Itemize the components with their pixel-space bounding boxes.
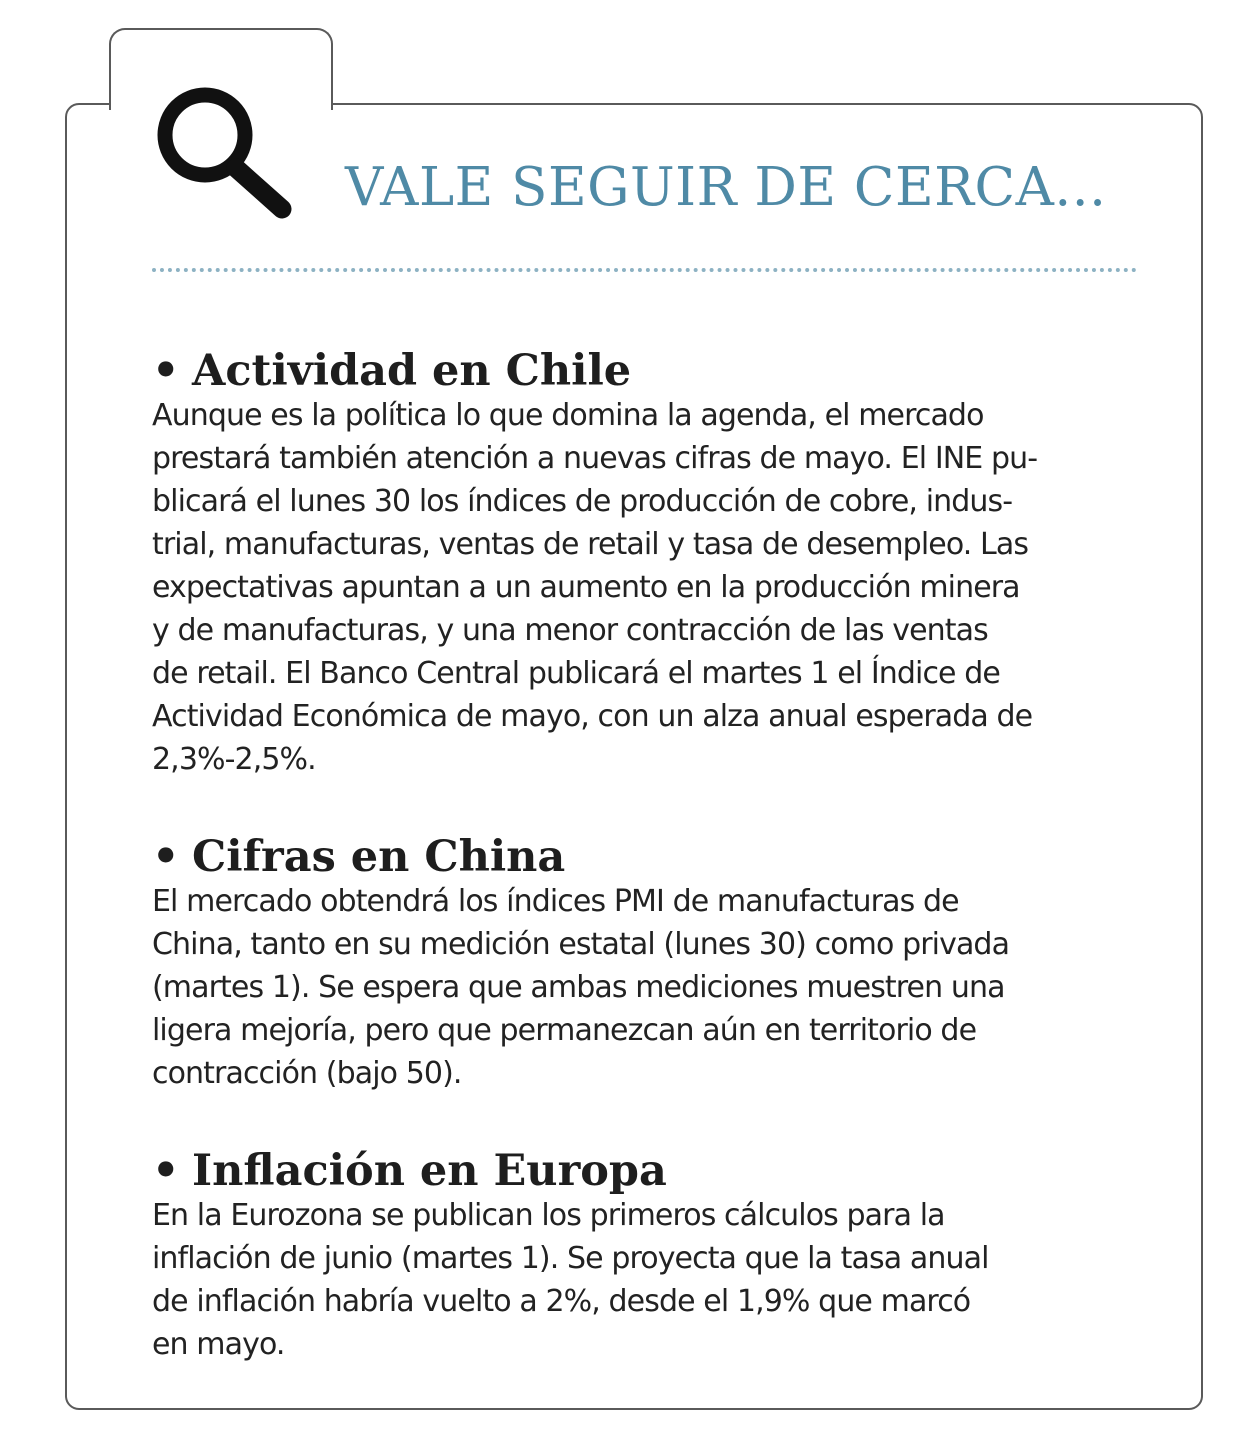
section-body [152,394,1127,781]
body-line: El mercado obtendrá los índices PMI de manufacturas de [152,884,959,919]
body-line: en mayo. [152,1327,285,1362]
body-line: China, tanto en su medición estatal (lunes 30) como privada [152,927,1010,962]
section-title-text: Cifras en China [192,832,566,882]
section-title-text: Inflación en Europa [192,1146,667,1196]
dotted-divider [152,268,1137,272]
body-line: ligera mejoría, pero que permanezcan aún en territorio de [152,1013,977,1048]
body-line: expectativas apuntan a un aumento en la producción minera [152,570,1020,605]
section-cifras-china [152,834,1127,1095]
body-line: Aunque es la política lo que domina la agenda, el mercado [152,398,984,433]
body-line: prestará también atención a nuevas cifras de mayo. El INE pu- [152,441,1038,476]
body-line: inflación de junio (martes 1). Se proyecta que la tasa anual [152,1241,989,1276]
section-body [152,880,1127,1095]
body-line: En la Eurozona se publican los primeros cálculos para la [152,1198,945,1233]
body-line: contracción (bajo 50). [152,1056,462,1091]
bullet: • [152,1146,180,1196]
body-line: trial, manufacturas, ventas de retail y tasa de desempleo. Las [152,527,1029,562]
section-title [152,834,1127,880]
bullet: • [152,832,180,882]
section-actividad-chile [152,348,1127,781]
section-body [152,1194,1127,1366]
section-inflacion-europa [152,1148,1127,1366]
bullet: • [152,346,180,396]
body-line: y de manufacturas, y una menor contracción de las ventas [152,613,988,648]
section-title [152,1148,1127,1194]
section-title [152,348,1127,394]
section-title-text: Actividad en Chile [192,346,632,396]
body-line: Actividad Económica de mayo, con un alza anual esperada de [152,699,1033,734]
body-line: de inflación habría vuelto a 2%, desde el 1,9% que marcó [152,1284,971,1319]
body-line: de retail. El Banco Central publicará el martes 1 el Índice de [152,656,1000,691]
body-line: (martes 1). Se espera que ambas mediciones muestren una [152,970,1005,1005]
search-icon [150,80,300,220]
page-title: VALE SEGUIR DE CERCA... [345,157,1107,218]
body-line: 2,3%-2,5%. [152,742,316,777]
body-line: blicará el lunes 30 los índices de producción de cobre, indus- [152,484,1013,519]
